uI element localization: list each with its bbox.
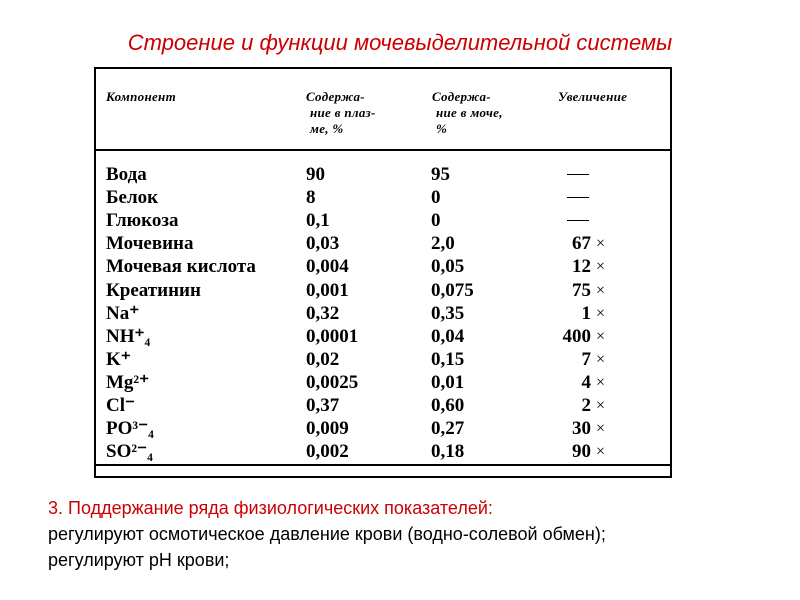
cell-plasma: 90	[306, 164, 325, 185]
header-urine-line-2: ние в моче,	[436, 105, 503, 120]
cell-component: Cl⁻	[106, 395, 136, 416]
times-icon: ×	[596, 373, 606, 391]
header-divider	[96, 149, 670, 151]
cell-increase: 7	[581, 348, 591, 370]
cell-plasma: 0,02	[306, 348, 340, 370]
cell-urine: 0,27	[431, 418, 465, 440]
cell-component: Мочевина	[106, 233, 194, 255]
header-plasma-line-2: ние в плаз-	[310, 105, 376, 120]
cell-urine: 0,04	[431, 325, 465, 347]
table-row	[96, 279, 670, 302]
data-table	[94, 67, 672, 478]
header-increase: Увеличение	[558, 89, 628, 104]
header-plasma-line-3: ме, %	[310, 121, 344, 136]
cell-plasma: 0,0025	[306, 371, 359, 393]
cell-plasma: 0,1	[306, 210, 330, 232]
bottom-divider	[96, 464, 670, 466]
cell-component: Вода	[106, 164, 147, 185]
cell-urine: 0,05	[431, 256, 465, 278]
cell-plasma: 8	[306, 187, 316, 209]
table-row	[96, 232, 670, 255]
times-icon: ×	[596, 258, 606, 276]
times-icon: ×	[596, 281, 606, 299]
cell-urine: 0,15	[431, 348, 465, 370]
cell-component: NH⁺₄	[106, 325, 151, 347]
header-urine-line-3: %	[436, 121, 448, 136]
empty-dash	[567, 220, 589, 221]
cell-component: Белок	[106, 187, 159, 209]
cell-increase: 4	[581, 371, 591, 393]
notes-line-2: регулируют pH крови;	[48, 550, 230, 570]
cell-component: Mg²⁺	[106, 371, 150, 393]
cell-component: Мочевая кислота	[106, 256, 256, 278]
times-icon: ×	[596, 420, 606, 438]
slide-title: Строение и функции мочевыделительной системы	[127, 30, 673, 55]
table-row	[96, 348, 670, 371]
cell-urine: 0,35	[431, 302, 465, 324]
cell-increase: 90	[572, 441, 591, 463]
cell-component: Креатинин	[106, 279, 201, 301]
table-row	[96, 186, 670, 209]
cell-urine: 0,075	[431, 279, 474, 301]
table-row	[96, 440, 670, 463]
cell-increase: 1	[581, 302, 591, 324]
header-urine	[432, 89, 503, 137]
cell-urine: 95	[431, 164, 450, 185]
cell-urine: 0,60	[431, 395, 465, 416]
cell-plasma: 0,004	[306, 256, 349, 278]
table-row	[96, 255, 670, 278]
header-urine-line-1: Содержа-	[432, 89, 491, 104]
table-row	[96, 209, 670, 232]
cell-increase: 75	[572, 279, 591, 301]
table-row	[96, 371, 670, 394]
cell-increase: 30	[572, 418, 591, 440]
notes-block	[48, 495, 788, 573]
cell-increase: 400	[562, 325, 591, 347]
cell-plasma: 0,37	[306, 395, 340, 416]
notes-line-1: регулируют осмотическое давление крови (водно-солевой обмен);	[48, 524, 606, 544]
header-component: Компонент	[106, 89, 176, 104]
cell-component: K⁺	[106, 348, 131, 370]
header-plasma-line-1: Содержа-	[306, 89, 365, 104]
cell-component: Na⁺	[106, 302, 140, 324]
cell-plasma: 0,32	[306, 302, 340, 324]
notes-heading: 3. Поддержание ряда физиологических показателей:	[48, 498, 493, 518]
empty-dash	[567, 174, 589, 175]
cell-plasma: 0,03	[306, 233, 340, 255]
cell-urine: 0,18	[431, 441, 465, 463]
cell-plasma: 0,009	[306, 418, 349, 440]
cell-increase: 2	[581, 395, 591, 416]
cell-urine: 0,01	[431, 371, 465, 393]
table-row	[96, 163, 670, 186]
cell-plasma: 0,0001	[306, 325, 359, 347]
table-row	[96, 394, 670, 417]
table-row	[96, 417, 670, 440]
table-row	[96, 302, 670, 325]
times-icon: ×	[596, 350, 606, 368]
cell-increase: 67	[572, 233, 591, 255]
cell-urine: 2,0	[431, 233, 455, 255]
cell-urine: 0	[431, 187, 441, 209]
cell-plasma: 0,002	[306, 441, 349, 463]
cell-increase: 12	[572, 256, 591, 278]
header-plasma	[306, 89, 376, 137]
cell-plasma: 0,001	[306, 279, 349, 301]
cell-component: SO²⁻₄	[106, 441, 153, 463]
times-icon: ×	[596, 443, 606, 461]
times-icon: ×	[596, 235, 606, 253]
cell-component: PO³⁻₄	[106, 418, 154, 440]
times-icon: ×	[596, 397, 606, 414]
times-icon: ×	[596, 304, 606, 322]
table-row	[96, 325, 670, 348]
cell-component: Глюкоза	[106, 210, 179, 232]
cell-urine: 0	[431, 210, 441, 232]
times-icon: ×	[596, 327, 606, 345]
empty-dash	[567, 197, 589, 198]
